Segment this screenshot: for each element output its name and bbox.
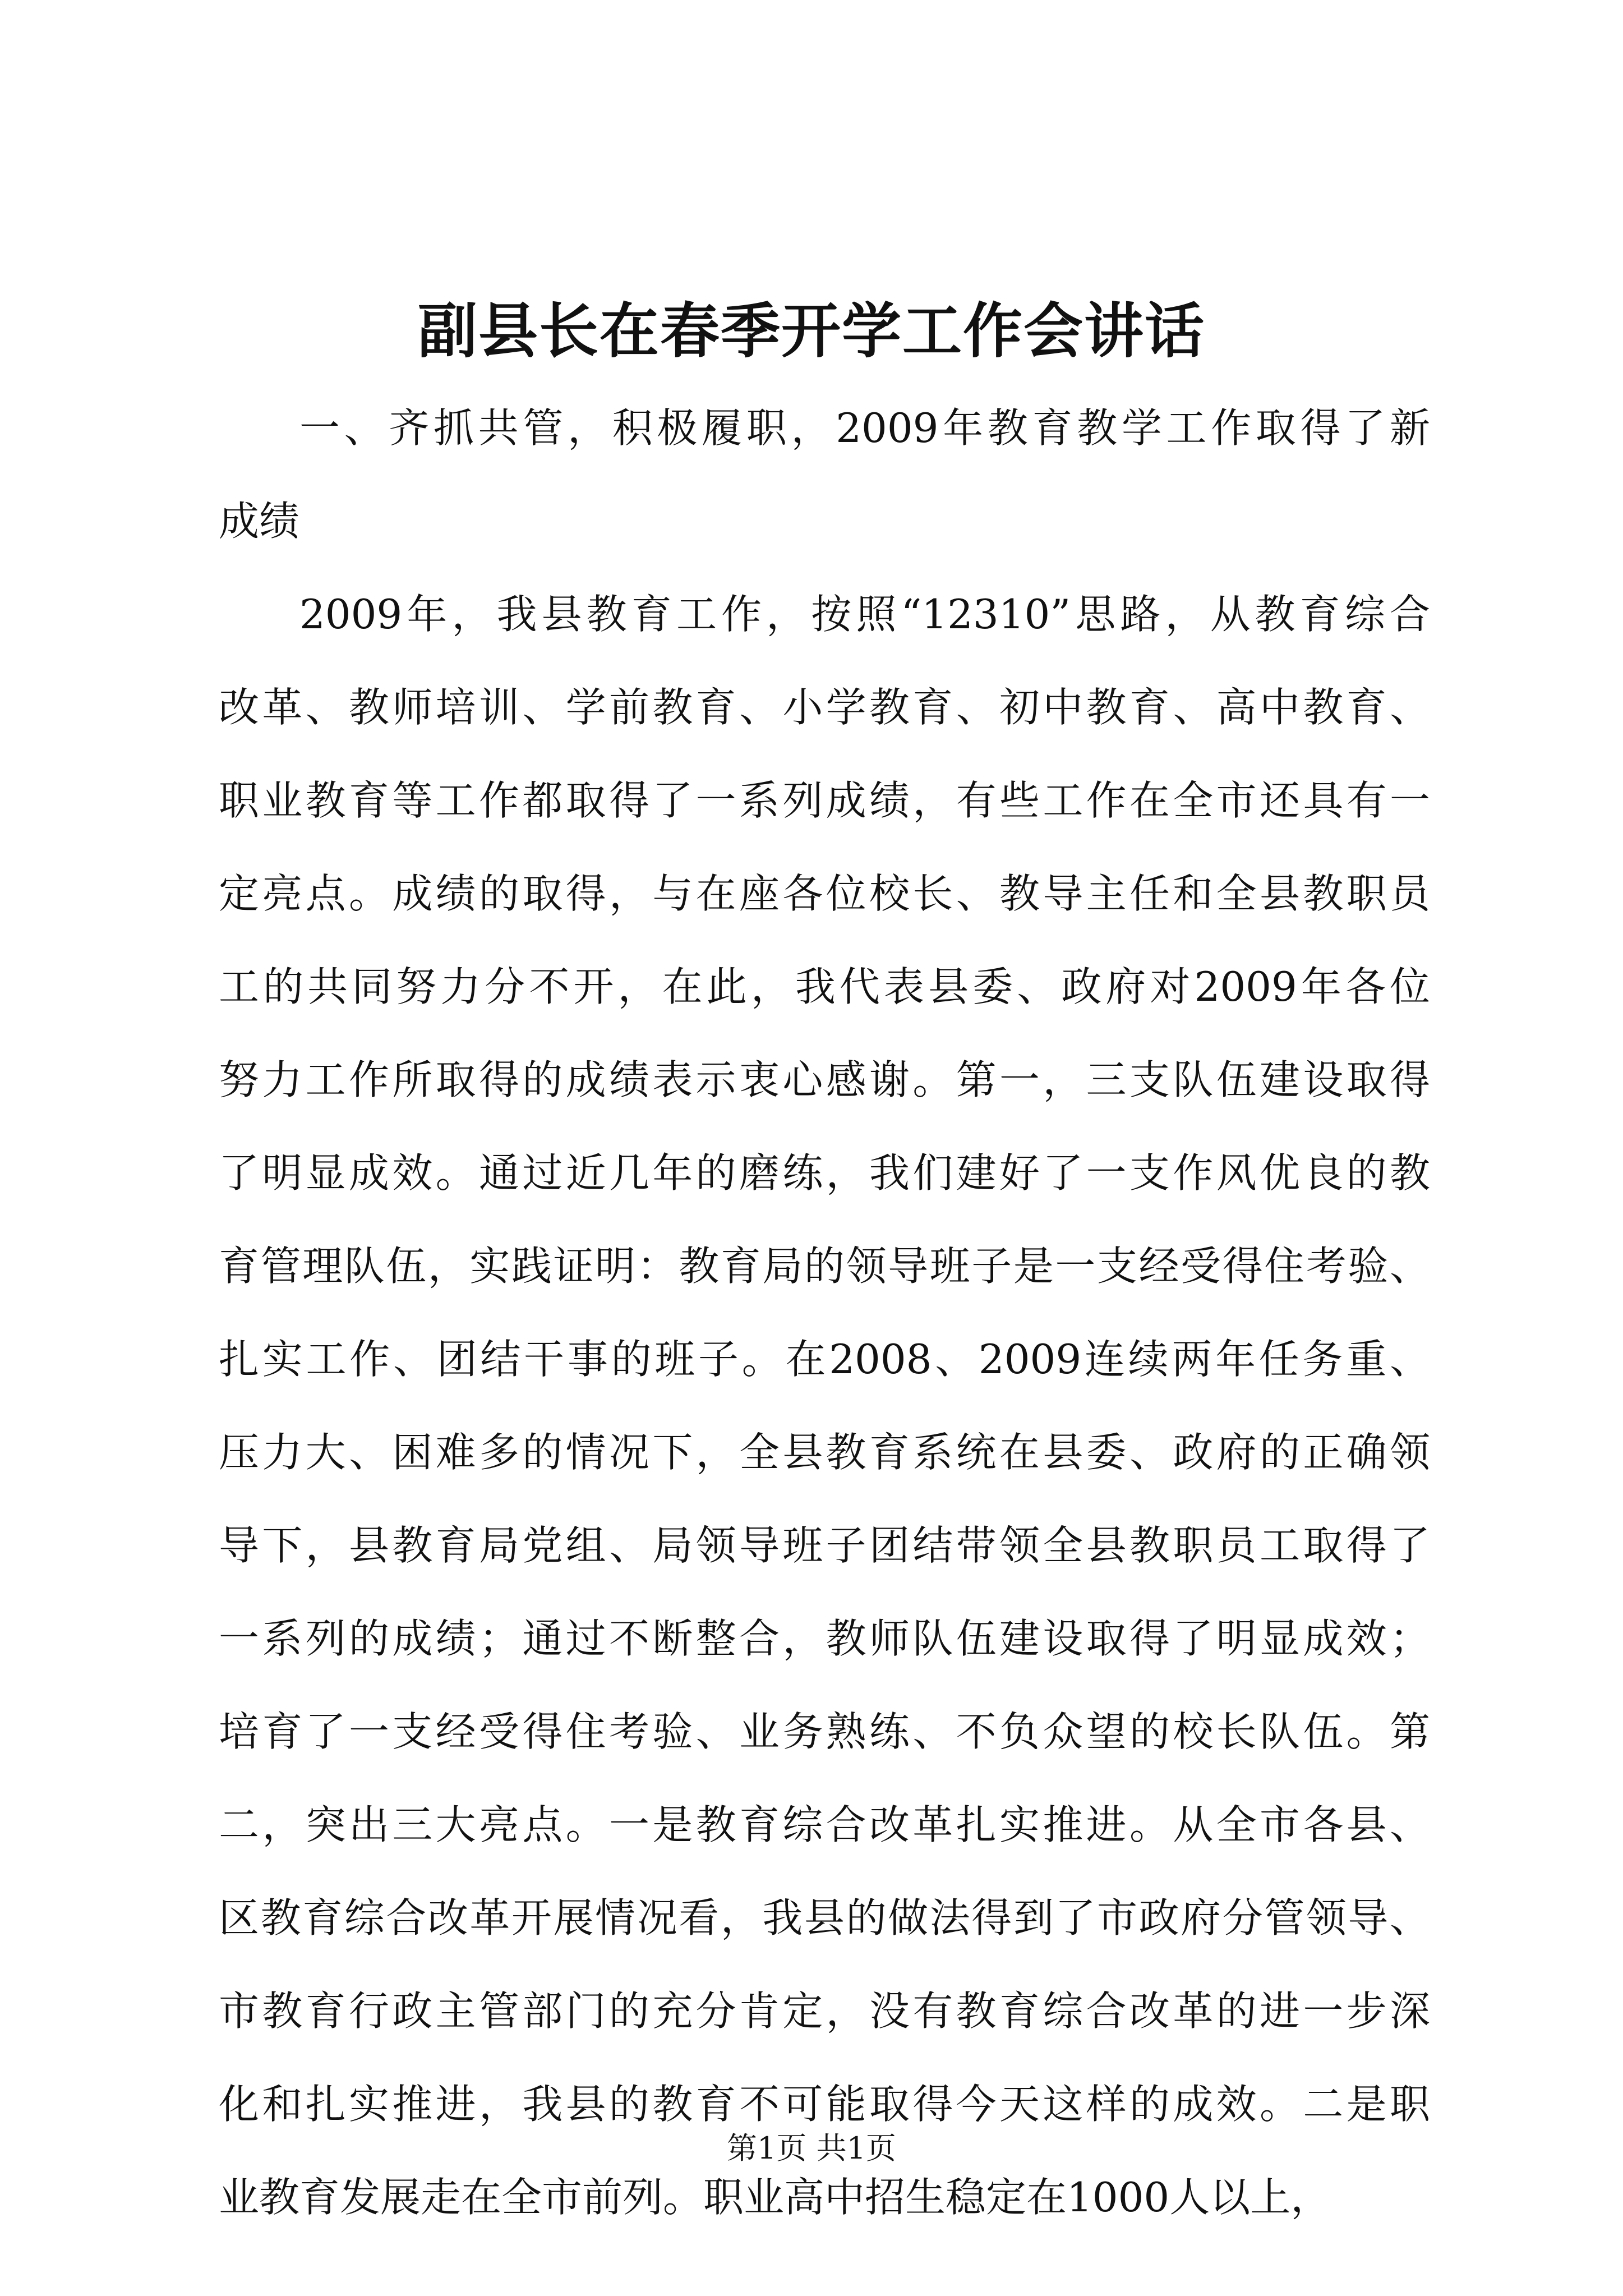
section-heading-line-1: 一、齐抓共管，积极履职，2009年教育教学工作取得了新 xyxy=(299,404,1430,452)
paragraph-line: 职业教育等工作都取得了一系列成绩，有些工作在全市还具有一 xyxy=(219,777,1430,824)
paragraph-line: 工的共同努力分不开，在此，我代表县委、政府对2009年各位 xyxy=(219,963,1430,1010)
paragraph-line: 业教育发展走在全市前列。职业高中招生稳定在1000人以上， xyxy=(219,2174,1331,2221)
paragraph-line: 市教育行政主管部门的充分肯定，没有教育综合改革的进一步深 xyxy=(219,1987,1430,2035)
paragraph-line: 一系列的成绩；通过不断整合，教师队伍建设取得了明显成效； xyxy=(219,1615,1430,1662)
paragraph-line: 育管理队伍，实践证明：教育局的领导班子是一支经受得住考验、 xyxy=(219,1243,1430,1290)
paragraph-line: 导下，县教育局党组、局领导班子团结带领全县教职员工取得了 xyxy=(219,1522,1430,1569)
paragraph-line: 压力大、困难多的情况下，全县教育系统在县委、政府的正确领 xyxy=(219,1429,1430,1476)
document-title: 副县长在春季开学工作会讲话 xyxy=(418,296,1205,366)
paragraph-line: 努力工作所取得的成绩表示衷心感谢。第一，三支队伍建设取得 xyxy=(219,1056,1430,1103)
section-heading-line-2: 成绩 xyxy=(219,498,300,545)
paragraph-line: 扎实工作、团结干事的班子。在2008、2009连续两年任务重、 xyxy=(219,1336,1430,1383)
paragraph-line: 区教育综合改革开展情况看，我县的做法得到了市政府分管领导、 xyxy=(219,1894,1430,1941)
paragraph-line: 2009年，我县教育工作，按照“12310”思路，从教育综合 xyxy=(299,591,1430,638)
page-footer: 第1页 共1页 xyxy=(727,2131,896,2166)
paragraph-line: 二，突出三大亮点。一是教育综合改革扎实推进。从全市各县、 xyxy=(219,1801,1430,1848)
paragraph-line: 定亮点。成绩的取得，与在座各位校长、教导主任和全县教职员 xyxy=(219,870,1430,917)
document-body xyxy=(219,381,1430,2244)
paragraph-line: 化和扎实推进，我县的教育不可能取得今天这样的成效。二是职 xyxy=(219,2081,1430,2128)
paragraph-line: 了明显成效。通过近几年的磨练，我们建好了一支作风优良的教 xyxy=(219,1149,1430,1197)
paragraph-line: 培育了一支经受得住考验、业务熟练、不负众望的校长队伍。第 xyxy=(219,1708,1430,1755)
paragraph-line: 改革、教师培训、学前教育、小学教育、初中教育、高中教育、 xyxy=(219,684,1430,731)
